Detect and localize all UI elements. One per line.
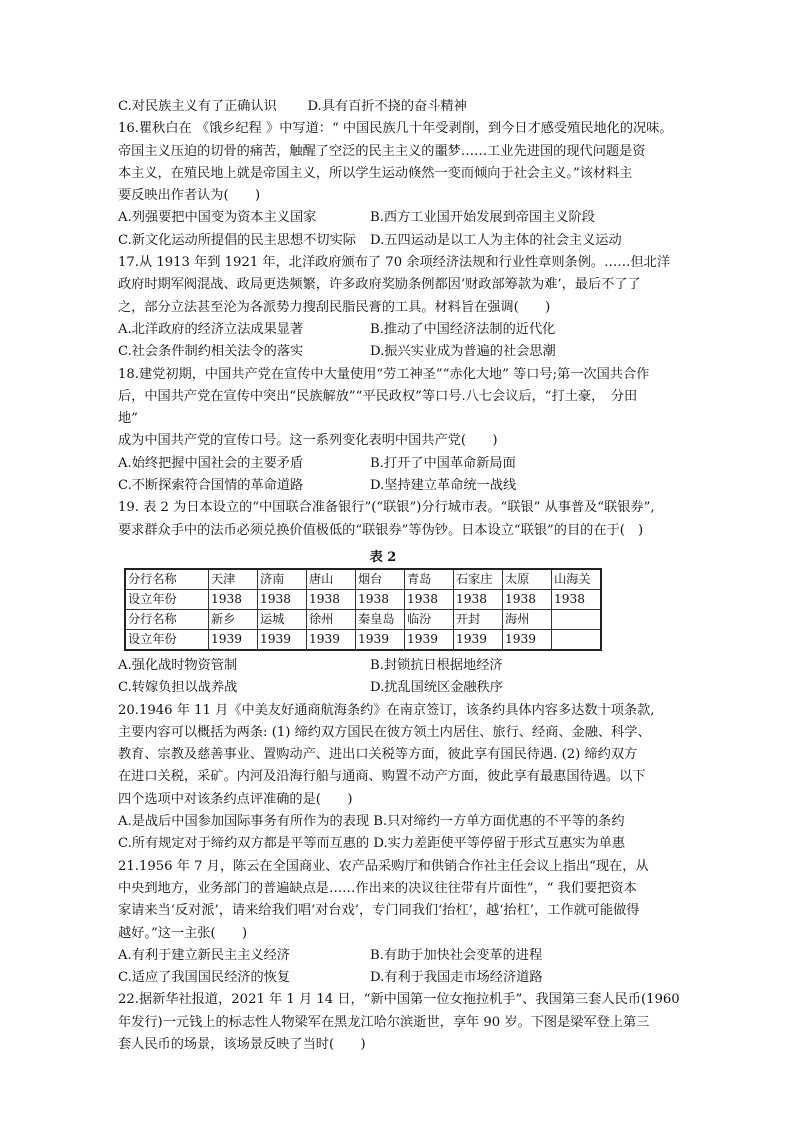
q19-option-b[interactable]: B.封锁抗日根据地经济: [370, 657, 503, 673]
q19-options-row: [118, 655, 680, 677]
text-line: 主要内容可以概括为两条: (1) 缔约双方国民在彼方领土内居住、旅行、经商、金融、科学、: [118, 724, 651, 740]
q20-options-ab[interactable]: A.是战后中国参加国际事务有所作为的表现 B.只对缔约一方单方面优惠的不平等的条约: [118, 814, 625, 830]
table-title: 表 2: [369, 549, 397, 565]
q19-option-d[interactable]: D.扰乱国统区金融秩序: [370, 680, 503, 696]
table-cell: 徐州: [307, 609, 356, 629]
q21-option-a[interactable]: A.有利于建立新民主主义经济: [118, 947, 290, 963]
q19-option-c[interactable]: C.转嫁负担以战养战: [118, 680, 238, 696]
table-row: [125, 589, 601, 609]
text-line: 政府时期军阀混战、政局更迭频繁，许多政府奖励条例都因‘财政部筹款为难’，最后不了了: [118, 277, 641, 293]
q18-option-d[interactable]: D.坚持建立革命统一战线: [370, 478, 517, 494]
table-cell: 天津: [209, 569, 258, 590]
table-cell: 唐山: [307, 569, 356, 590]
question-20-stem: 20.1946 年 11 月《中美友好通商航海条约》在南京签订，该条约具体内容多达数十项条款,: [118, 702, 655, 718]
table-cell: 1938: [209, 589, 258, 609]
table-row: [125, 609, 601, 629]
q18-option-b[interactable]: B.打开了中国革命新局面: [370, 455, 516, 471]
q21-options-row: [118, 945, 680, 967]
table-2: [124, 548, 602, 651]
text-line: 家请来当‘反对派’，请来给我们唱‘对台戏’，专门同我们‘抬杠’，越‘抬杠’，工作就可能做得: [118, 903, 640, 919]
table-cell: 济南: [258, 569, 307, 590]
q16-options-row: [118, 207, 680, 229]
table-cell: 1938: [307, 589, 356, 609]
q17-options-row: [118, 341, 680, 363]
table-cell: 1939: [258, 629, 307, 650]
table-cell: 1939: [209, 629, 258, 650]
q16-option-d[interactable]: D.五四运动是以工人为主体的社会主义运动: [370, 232, 622, 248]
q18-options-row: [118, 453, 680, 475]
text-line: 成为中国共产党的宣传口号。这一系列变化表明中国共产党( ): [118, 433, 498, 449]
table-cell: 新乡: [209, 609, 258, 629]
table-cell: 石家庄: [454, 569, 503, 590]
row-header: 设立年份: [125, 629, 209, 650]
q17-option-d[interactable]: D.振兴实业成为普遍的社会思潮: [370, 344, 556, 360]
table-cell: 太原: [503, 569, 552, 590]
table-cell: 1939: [405, 629, 454, 650]
question-16-stem: 16.瞿秋白在 《饿乡纪程 》中写道：“ 中国民族几十年受剥削，到今日才感受殖民地化的况味。: [118, 121, 673, 137]
q16-options-row: [118, 230, 680, 252]
table-cell: 开封: [454, 609, 503, 629]
table-cell: 临汾: [405, 609, 454, 629]
exam-page: [118, 96, 680, 1056]
q18-option-c[interactable]: C.不断探索符合国情的革命道路: [118, 478, 304, 494]
question-22-stem: 22.据新华社报道，2021 年 1 月 14 日，“新中国第一位女拖拉机手”、我国第三套人民币(1960: [118, 992, 680, 1008]
q17-options-row: [118, 319, 680, 341]
text-line: C.对民族主义有了正确认识 D.具有百折不挠的奋斗精神: [118, 99, 467, 114]
q17-option-c[interactable]: C.社会条件制约相关法令的落实: [118, 344, 304, 360]
text-line: 四个选项中对该条约点评准确的是( ): [118, 791, 353, 807]
table-cell: 1939: [454, 629, 503, 650]
question-21-stem: 21.1956 年 7 月，陈云在全国商业、农产品采购厅和供销合作社主任会议上指出“现在，从: [118, 858, 649, 874]
q19-options-row: [118, 677, 680, 699]
branch-city-table: [124, 568, 602, 651]
table-cell: 1938: [552, 589, 602, 609]
question-17-stem: 17.从 1913 年到 1921 年，北洋政府颁布了 70 余项经济法规和行业性章则条例。……但北洋: [118, 255, 671, 271]
text-line: 要反映出作者认为( ): [118, 188, 261, 204]
text-line: 年发行)一元钱上的标志性人物梁军在黑龙江哈尔滨逝世，享年 90 岁。下图是梁军登上第三: [118, 1014, 650, 1030]
q17-option-a[interactable]: A.北洋政府的经济立法成果显著: [118, 321, 304, 337]
q18-options-row: [118, 475, 680, 497]
q21-options-row: [118, 967, 680, 989]
q16-option-c[interactable]: C.新文化运动所提倡的民主思想不切实际: [118, 232, 356, 248]
table-cell: [552, 629, 602, 650]
q16-option-b[interactable]: B.西方工业国开始发展到帝国主义阶段: [370, 210, 595, 226]
text-line: 要求群众手中的法币必须兑换价值极低的“联银券”等伪钞。日本设立“联银”的目的在于( ): [118, 522, 644, 538]
text-line: 帝国主义压迫的切骨的痛苦，触醒了空泛的民主主义的噩梦……工业先进国的现代问题是资: [118, 143, 646, 159]
text-line: 中央到地方，业务部门的普遍缺点是……作出来的决议往往带有片面性”，“ 我们要把资本: [118, 880, 637, 896]
q16-option-a[interactable]: A.列强要把中国变为资本主义国家: [118, 210, 317, 226]
table-cell: [552, 609, 602, 629]
table-cell: 烟台: [356, 569, 405, 590]
table-cell: 1939: [307, 629, 356, 650]
row-header: 设立年份: [125, 589, 209, 609]
table-cell: 山海关: [552, 569, 602, 590]
row-header: 分行名称: [125, 609, 209, 629]
table-cell: 运城: [258, 609, 307, 629]
table-row: [125, 569, 601, 590]
table-row: [125, 629, 601, 650]
text-line: 之，部分立法甚至沦为各派势力搜刮民脂民膏的工具。材料旨在强调( ): [118, 299, 551, 315]
text-line: 本主义，在殖民地上就是帝国主义，所以学生运动倏然一变而倾向于社会主义。”该材料主: [118, 165, 633, 181]
q21-option-c[interactable]: C.适应了我国国民经济的恢复: [118, 970, 291, 986]
table-cell: 秦皇岛: [356, 609, 405, 629]
text-line: 在进口关税，采矿。内河及沿海行船与通商、购置不动产方面，彼此享有最惠国待遇。以下: [118, 769, 646, 785]
table-cell: 1939: [356, 629, 405, 650]
q21-option-d[interactable]: D.有利于我国走市场经济道路: [370, 970, 543, 986]
table-cell: 海州: [503, 609, 552, 629]
text-line: 后，中国共产党在宣传中突出“民族解放”“平民政权”等口号.八七会议后，“打土豪， 分田: [118, 388, 638, 404]
question-18-stem: 18.建党初期，中国共产党在宣传中大量使用“劳工神圣”“赤化大地” 等口号;第一次国共合作: [118, 366, 650, 382]
table-cell: 1938: [454, 589, 503, 609]
q18-option-a[interactable]: A.始终把握中国社会的主要矛盾: [118, 455, 304, 471]
table-cell: 1938: [258, 589, 307, 609]
q17-option-b[interactable]: B.推动了中国经济法制的近代化: [370, 321, 556, 337]
q21-option-b[interactable]: B.有助于加快社会变革的进程: [370, 947, 543, 963]
table-cell: 青岛: [405, 569, 454, 590]
text-line: 套人民币的场景，该场景反映了当时( ): [118, 1036, 366, 1052]
text-line: 越好。”这一主张( ): [118, 925, 248, 941]
row-header: 分行名称: [125, 569, 209, 590]
text-line: 地”: [118, 411, 138, 427]
table-cell: 1938: [405, 589, 454, 609]
q19-option-a[interactable]: A.强化战时物资管制: [118, 657, 238, 673]
table-cell: 1938: [503, 589, 552, 609]
question-19-stem: 19. 表 2 为日本设立的“中国联合准备银行”(“联银”)分行城市表。“联银” 从事普及“联银券”,: [118, 500, 655, 516]
table-cell: 1938: [356, 589, 405, 609]
q20-options-cd[interactable]: C.所有规定对于缔约双方都是平等而互惠的 D.实力差距使平等停留于形式互惠实为单惠: [118, 836, 626, 852]
table-cell: 1939: [503, 629, 552, 650]
text-line: 教育、宗教及慈善事业、置购动产、进出口关税等方面，彼此享有国民待遇. (2) 缔约双方: [118, 747, 638, 763]
